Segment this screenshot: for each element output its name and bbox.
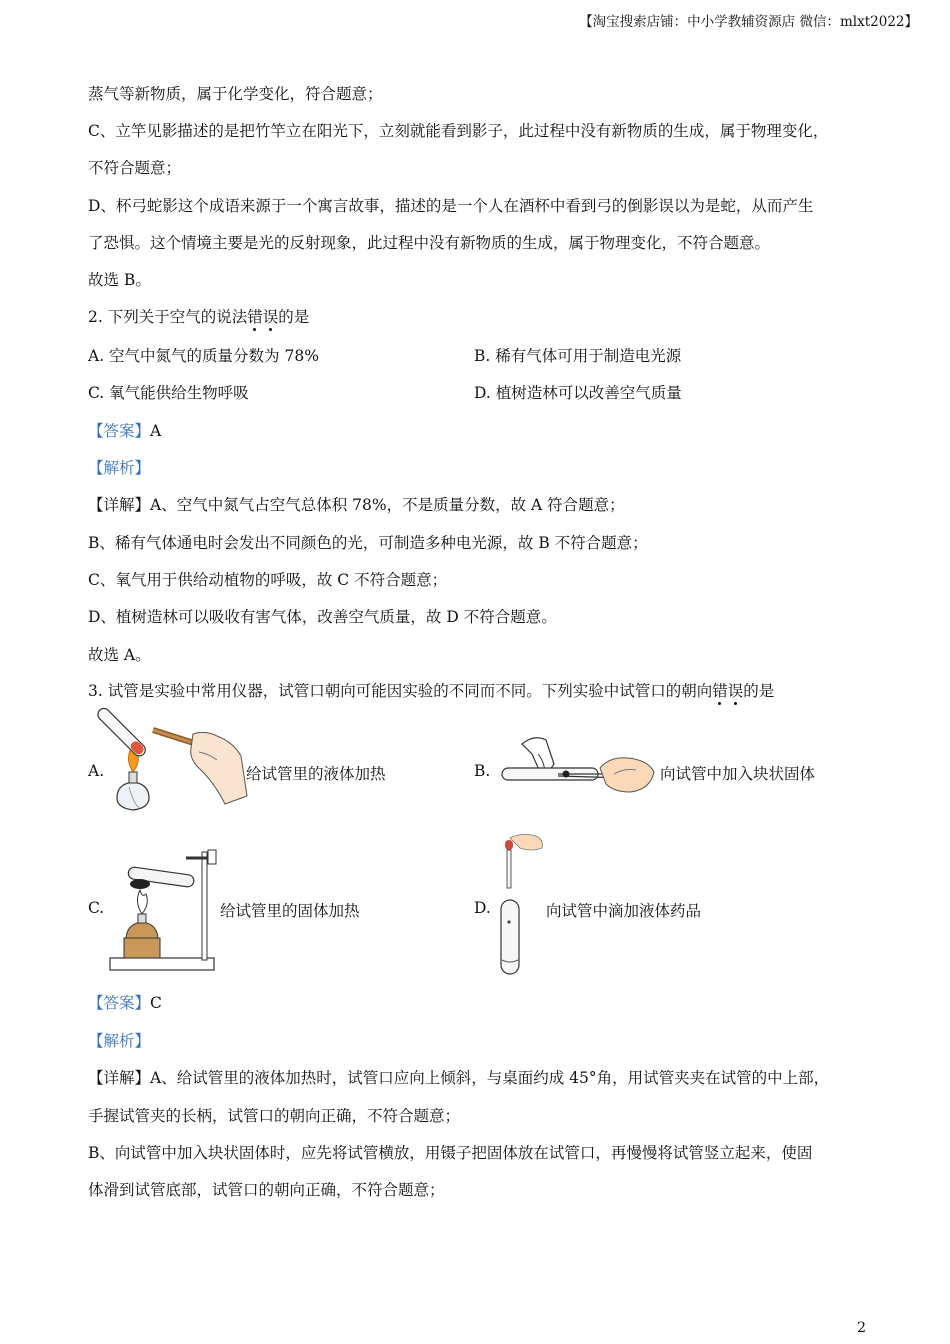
- q3-option-c-text: 给试管里的固体加热: [220, 902, 360, 920]
- q3-option-a-text: 给试管里的液体加热: [246, 765, 386, 783]
- q3-option-a-letter: A.: [88, 762, 105, 780]
- question-2-stem: 2. 下列关于空气的说法错误的是: [88, 308, 310, 326]
- text-line: 蒸气等新物质，属于化学变化，符合题意；: [88, 85, 383, 103]
- q2-detail: 【详解】A、空气中氮气占空气总体积 78%，不是质量分数，故 A 符合题意；: [88, 496, 625, 514]
- text-line: B、稀有气体通电时会发出不同颜色的光，可制造多种电光源，故 B 不符合题意；: [88, 534, 648, 552]
- text-line: 不符合题意；: [88, 159, 182, 177]
- page-number: 2: [857, 1320, 866, 1336]
- q3-option-b-text: 向试管中加入块状固体: [660, 765, 816, 783]
- page-header: 【淘宝搜索店铺：中小学教辅资源店 微信：mlxt2022】: [579, 14, 918, 30]
- text-line: C、立竿见影描述的是把竹竿立在阳光下，立刻就能看到影子，此过程中没有新物质的生成，属于物理变化，: [88, 122, 829, 140]
- q3-analysis-tag: 【解析】: [88, 1032, 151, 1050]
- q2-analysis-tag: 【解析】: [88, 459, 151, 477]
- text-line: D、杯弓蛇影这个成语来源于一个寓言故事，描述的是一个人在酒杯中看到弓的倒影误以为是蛇，从而产生: [88, 197, 814, 215]
- q2-answer: 【答案】A: [88, 422, 162, 440]
- emphasis-char: 误: [262, 308, 279, 326]
- text-line: B、向试管中加入块状固体时，应先将试管横放，用镊子把固体放在试管口，再慢慢将试管竖立起来，使固: [88, 1144, 813, 1162]
- text-line: 故选 A。: [88, 646, 151, 664]
- text-line: 故选 B。: [88, 271, 151, 289]
- adding-solid-illustration: [498, 734, 658, 804]
- q2-option-a: A. 空气中氮气的质量分数为 78%: [88, 347, 319, 365]
- dropping-liquid-illustration: [496, 832, 546, 978]
- q3-option-c-letter: C.: [88, 899, 105, 917]
- q3-option-d-letter: D.: [474, 899, 491, 917]
- emphasis-char: 误: [727, 682, 744, 700]
- q3-detail: 【详解】A、给试管里的液体加热时，试管口应向上倾斜，与桌面约成 45°角，用试管夹夹在试管的中上部，: [88, 1069, 830, 1087]
- text-line: 体滑到试管底部，试管口的朝向正确，不符合题意；: [88, 1181, 445, 1199]
- q3-answer: 【答案】C: [88, 994, 162, 1012]
- q3-option-b-letter: B.: [474, 762, 491, 780]
- q2-option-c: C. 氧气能供给生物呼吸: [88, 384, 249, 402]
- emphasis-char: 错: [247, 308, 263, 326]
- heating-liquid-illustration: [105, 712, 250, 830]
- emphasis-char: 错: [712, 682, 728, 700]
- question-3-stem: 3. 试管是实验中常用仪器，试管口朝向可能因实验的不同而不同。下列实验中试管口的朝向错误的是: [88, 682, 775, 700]
- text-line: C、氧气用于供给动植物的呼吸，故 C 不符合题意；: [88, 571, 448, 589]
- text-line: 了恐惧。这个情境主要是光的反射现象，此过程中没有新物质的生成，属于物理变化，不符合题意。: [88, 234, 771, 252]
- heating-solid-illustration: [108, 838, 218, 974]
- q2-option-d: D. 植树造林可以改善空气质量: [474, 384, 682, 402]
- q3-option-d-text: 向试管中滴加液体药品: [546, 902, 702, 920]
- text-line: 手握试管夹的长柄，试管口的朝向正确，不符合题意；: [88, 1107, 461, 1125]
- q2-option-b: B. 稀有气体可用于制造电光源: [474, 347, 682, 365]
- text-line: D、植树造林可以吸收有害气体，改善空气质量，故 D 不符合题意。: [88, 608, 557, 626]
